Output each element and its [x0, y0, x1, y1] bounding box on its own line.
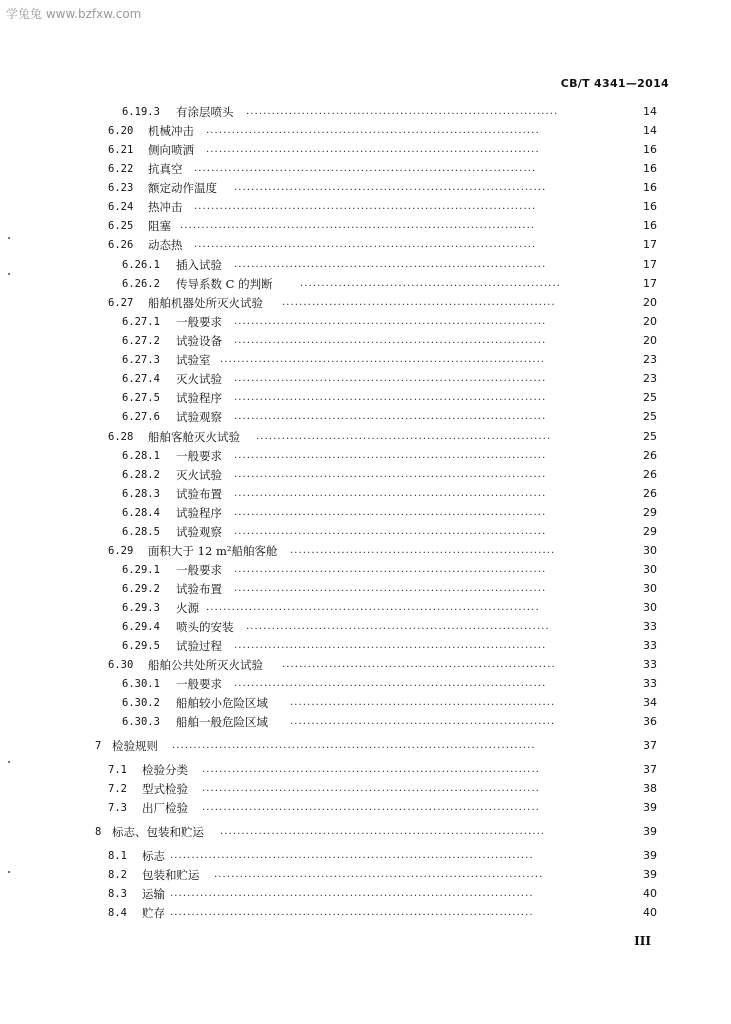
toc-entry-number: 6.26: [108, 239, 134, 251]
toc-entry-title: 船舶公共处所灭火试验: [148, 658, 263, 672]
toc-entry-title: 船舶机器处所灭火试验: [148, 296, 263, 310]
toc-entry-page: 33: [643, 620, 657, 633]
toc-entry-title: 灭火试验: [176, 372, 222, 386]
dot-leader: .........................................................................: [234, 526, 547, 537]
toc-entry-title: 机械冲击: [148, 124, 194, 138]
dot-leader: .....................................................................: [256, 431, 552, 442]
toc-entry[interactable]: [0, 389, 731, 407]
toc-entry-number: 6.28.5: [122, 526, 160, 538]
toc-entry-title: 灭火试验: [176, 468, 222, 482]
toc-entry-title: 运输: [142, 887, 165, 901]
toc-entry-page: 16: [643, 200, 657, 213]
toc-entry-title: 喷头的安装: [176, 620, 234, 634]
toc-entry-title: 试验观察: [176, 525, 222, 539]
toc-entry-page: 23: [643, 353, 657, 366]
toc-entry-page: 37: [643, 763, 657, 776]
toc-entry-page: 25: [643, 391, 657, 404]
dot-leader: .........................................................................: [234, 182, 547, 193]
toc-entry-title: 试验布置: [176, 582, 222, 596]
dot-leader: .........................................................................: [234, 392, 547, 403]
toc-entry-page: 39: [643, 801, 657, 814]
dot-leader: .........................................................................: [234, 564, 547, 575]
toc-entry-number: 6.28.1: [122, 450, 160, 462]
toc-entry-number: 6.28.2: [122, 469, 160, 481]
toc-entry-title: 热冲击: [148, 200, 183, 214]
toc-entry-title: 试验程序: [176, 506, 222, 520]
toc-entry-page: 17: [643, 277, 657, 290]
toc-entry[interactable]: [0, 198, 731, 216]
dot-leader: ...............................................................................: [202, 783, 541, 794]
toc-entry-number: 6.19.3: [122, 106, 160, 118]
toc-entry-page: 14: [643, 105, 657, 118]
toc-entry-number: 6.29: [108, 545, 134, 557]
toc-entry-title: 一般要求: [176, 449, 222, 463]
toc-entry-number: 7.1: [108, 764, 127, 776]
toc-entry[interactable]: [0, 656, 731, 674]
toc-entry-title: 船舶一般危险区域: [176, 715, 268, 729]
toc-entry-page: 26: [643, 487, 657, 500]
toc-entry-number: 6.27.4: [122, 373, 160, 385]
toc-entry[interactable]: [0, 904, 731, 922]
toc-entry-number: 6.29.1: [122, 564, 160, 576]
toc-entry-page: 39: [643, 849, 657, 862]
toc-entry[interactable]: [0, 637, 731, 655]
toc-entry-title: 有涂层喷头: [176, 105, 234, 119]
toc-entry-number: 6.26.1: [122, 259, 160, 271]
toc-entry[interactable]: [0, 332, 731, 350]
standard-code-header: CB/T 4341—2014: [560, 77, 669, 90]
scan-speck: [8, 273, 10, 275]
toc-entry-page: 25: [643, 430, 657, 443]
toc-entry-page: 38: [643, 782, 657, 795]
toc-entry[interactable]: [0, 847, 731, 865]
toc-entry-title: 试验过程: [176, 639, 222, 653]
toc-entry-page: 26: [643, 468, 657, 481]
toc-entry[interactable]: [0, 675, 731, 693]
toc-entry-title: 检验分类: [142, 763, 188, 777]
dot-leader: ...............................................................................: [202, 802, 541, 813]
dot-leader: .....................................................................................: [172, 740, 536, 751]
dot-leader: .........................................................................: [234, 678, 547, 689]
toc-entry-page: 20: [643, 334, 657, 347]
dot-leader: ............................................................................: [220, 354, 546, 365]
dot-leader: .........................................................................: [234, 507, 547, 518]
toc-entry-title: 试验布置: [176, 487, 222, 501]
toc-entry-number: 6.30.3: [122, 716, 160, 728]
toc-entry-page: 40: [643, 906, 657, 919]
toc-entry-title: 包装和贮运: [142, 868, 200, 882]
toc-entry-page: 20: [643, 315, 657, 328]
toc-entry-title: 插入试验: [176, 258, 222, 272]
dot-leader: ................................................................: [282, 297, 556, 308]
toc-entry[interactable]: [0, 122, 731, 140]
dot-leader: .........................................................................: [234, 259, 547, 270]
toc-entry-title: 传导系数 C 的判断: [176, 277, 273, 291]
dot-leader: .........................................................................: [234, 583, 547, 594]
toc-entry-title: 抗真空: [148, 162, 183, 176]
toc-entry-page: 33: [643, 639, 657, 652]
toc-entry[interactable]: [0, 823, 731, 841]
toc-entry-number: 6.27.3: [122, 354, 160, 366]
toc-entry-page: 16: [643, 181, 657, 194]
toc-entry[interactable]: [0, 504, 731, 522]
toc-entry[interactable]: [0, 428, 731, 446]
toc-entry-page: 29: [643, 525, 657, 538]
toc-entry[interactable]: [0, 408, 731, 426]
dot-leader: .........................................................................: [234, 335, 547, 346]
toc-entry-title: 标志、包装和贮运: [112, 825, 204, 839]
toc-entry-number: 7.2: [108, 783, 127, 795]
toc-entry-title: 标志: [142, 849, 165, 863]
toc-entry-page: 17: [643, 238, 657, 251]
dot-leader: ................................................................................: [194, 239, 537, 250]
toc-entry-page: 20: [643, 296, 657, 309]
toc-entry-number: 6.21: [108, 144, 134, 156]
toc-entry[interactable]: [0, 447, 731, 465]
toc-entry-number: 7.3: [108, 802, 127, 814]
toc-entry[interactable]: [0, 275, 731, 293]
toc-entry[interactable]: [0, 599, 731, 617]
dot-leader: .....................................................................................: [170, 907, 534, 918]
toc-entry-page: 36: [643, 715, 657, 728]
toc-entry-page: 26: [643, 449, 657, 462]
dot-leader: ................................................................: [282, 659, 556, 670]
dot-leader: .....................................................................................: [170, 850, 534, 861]
toc-entry-number: 8.4: [108, 907, 127, 919]
toc-entry[interactable]: [0, 580, 731, 598]
toc-entry-title: 检验规则: [112, 739, 158, 753]
dot-leader: ..............................................................................: [206, 125, 540, 136]
toc-entry-number: 8.2: [108, 869, 127, 881]
toc-entry-page: 33: [643, 677, 657, 690]
toc-entry-title: 船舶较小危险区域: [176, 696, 268, 710]
scan-speck: [8, 871, 10, 873]
toc-entry[interactable]: [0, 542, 731, 560]
toc-entry-page: 14: [643, 124, 657, 137]
toc-entry-number: 6.26.2: [122, 278, 160, 290]
toc-entry-number: 6.28: [108, 431, 134, 443]
toc-entry[interactable]: [0, 160, 731, 178]
dot-leader: .........................................................................: [234, 450, 547, 461]
toc-entry-number: 6.27.1: [122, 316, 160, 328]
toc-entry-number: 7: [95, 740, 102, 752]
toc-entry-title: 贮存: [142, 906, 165, 920]
toc-entry-title: 试验观察: [176, 410, 222, 424]
dot-leader: ..............................................................: [290, 716, 556, 727]
dot-leader: .......................................................................: [246, 621, 550, 632]
toc-entry-number: 6.27: [108, 297, 134, 309]
toc-entry-title: 一般要求: [176, 315, 222, 329]
toc-entry-title: 一般要求: [176, 563, 222, 577]
toc-entry-page: 16: [643, 219, 657, 232]
toc-entry-number: 6.28.3: [122, 488, 160, 500]
toc-entry-title: 试验设备: [176, 334, 222, 348]
toc-entry[interactable]: [0, 313, 731, 331]
toc-entry-title: 试验程序: [176, 391, 222, 405]
toc-entry[interactable]: [0, 485, 731, 503]
toc-entry-page: 25: [643, 410, 657, 423]
dot-leader: ..............................................................: [290, 697, 556, 708]
toc-entry[interactable]: [0, 217, 731, 235]
toc-entry[interactable]: [0, 370, 731, 388]
toc-entry-page: 30: [643, 563, 657, 576]
toc-entry-page: 39: [643, 825, 657, 838]
toc-entry[interactable]: [0, 103, 731, 121]
toc-entry-number: 6.28.4: [122, 507, 160, 519]
toc-entry-title: 面积大于 12 m²船舶客舱: [148, 544, 278, 558]
dot-leader: ................................................................................: [194, 163, 537, 174]
toc-entry-number: 6.30.1: [122, 678, 160, 690]
toc-entry-page: 33: [643, 658, 657, 671]
toc-entry[interactable]: [0, 737, 731, 755]
toc-entry-page: 30: [643, 601, 657, 614]
dot-leader: .........................................................................: [234, 488, 547, 499]
toc-entry-page: 40: [643, 887, 657, 900]
toc-entry-number: 6.29.2: [122, 583, 160, 595]
dot-leader: .............................................................................: [214, 869, 544, 880]
toc-entry[interactable]: [0, 466, 731, 484]
toc-entry-title: 船舶客舱灭火试验: [148, 430, 240, 444]
toc-entry[interactable]: [0, 713, 731, 731]
toc-entry[interactable]: [0, 866, 731, 884]
dot-leader: .............................................................: [300, 278, 562, 289]
toc-entry[interactable]: [0, 694, 731, 712]
toc-entry-number: 6.30: [108, 659, 134, 671]
toc-entry-page: 17: [643, 258, 657, 271]
dot-leader: ...................................................................................: [180, 220, 536, 231]
toc-entry-number: 6.29.5: [122, 640, 160, 652]
toc-entry-number: 6.22: [108, 163, 134, 175]
toc-entry[interactable]: [0, 780, 731, 798]
toc-entry-number: 6.27.6: [122, 411, 160, 423]
toc-entry[interactable]: [0, 294, 731, 312]
dot-leader: .........................................................................: [234, 411, 547, 422]
scan-speck: [8, 237, 10, 239]
toc-entry-page: 29: [643, 506, 657, 519]
toc-entry[interactable]: [0, 256, 731, 274]
toc-entry-number: 6.20: [108, 125, 134, 137]
toc-entry-page: 37: [643, 739, 657, 752]
toc-entry-page: 16: [643, 143, 657, 156]
toc-entry[interactable]: [0, 179, 731, 197]
toc-entry-title: 动态热: [148, 238, 183, 252]
dot-leader: ..............................................................................: [206, 144, 540, 155]
toc-entry[interactable]: [0, 885, 731, 903]
toc-entry-number: 8: [95, 826, 102, 838]
toc-entry[interactable]: [0, 618, 731, 636]
dot-leader: .........................................................................: [246, 106, 559, 117]
toc-entry[interactable]: [0, 561, 731, 579]
dot-leader: .....................................................................................: [170, 888, 534, 899]
toc-entry-number: 6.23: [108, 182, 134, 194]
toc-entry[interactable]: [0, 523, 731, 541]
toc-entry-page: 30: [643, 544, 657, 557]
toc-entry-number: 6.29.4: [122, 621, 160, 633]
toc-entry[interactable]: [0, 351, 731, 369]
dot-leader: .........................................................................: [234, 469, 547, 480]
dot-leader: .........................................................................: [234, 316, 547, 327]
toc-entry-number: 8.3: [108, 888, 127, 900]
toc-entry-title: 型式检验: [142, 782, 188, 796]
toc-entry-title: 一般要求: [176, 677, 222, 691]
dot-leader: ...............................................................................: [202, 764, 541, 775]
dot-leader: .........................................................................: [234, 640, 547, 651]
toc-entry[interactable]: [0, 799, 731, 817]
toc-entry-title: 出厂检验: [142, 801, 188, 815]
toc-entry-title: 火源: [176, 601, 199, 615]
dot-leader: .........................................................................: [234, 373, 547, 384]
watermark-text: 学兔兔 www.bzfxw.com: [6, 7, 142, 21]
toc-entry-page: 34: [643, 696, 657, 709]
footer-page-number: III: [634, 934, 651, 948]
scan-speck: [8, 761, 10, 763]
toc-entry[interactable]: [0, 236, 731, 254]
toc-entry[interactable]: [0, 141, 731, 159]
toc-entry-page: 23: [643, 372, 657, 385]
toc-entry-number: 6.25: [108, 220, 134, 232]
dot-leader: ................................................................................: [194, 201, 537, 212]
toc-entry-number: 6.27.2: [122, 335, 160, 347]
toc-entry-page: 30: [643, 582, 657, 595]
toc-entry-page: 16: [643, 162, 657, 175]
toc-entry-number: 6.29.3: [122, 602, 160, 614]
toc-entry-number: 8.1: [108, 850, 127, 862]
toc-entry-title: 试验室: [176, 353, 211, 367]
toc-entry-title: 额定动作温度: [148, 181, 217, 195]
toc-entry-number: 6.27.5: [122, 392, 160, 404]
toc-entry[interactable]: [0, 761, 731, 779]
toc-entry-number: 6.30.2: [122, 697, 160, 709]
toc-entry-title: 阻塞: [148, 219, 171, 233]
toc-entry-page: 39: [643, 868, 657, 881]
dot-leader: ............................................................................: [220, 826, 546, 837]
dot-leader: ..............................................................: [290, 545, 556, 556]
dot-leader: ..............................................................................: [206, 602, 540, 613]
toc-entry-title: 侧向喷洒: [148, 143, 194, 157]
toc-entry-number: 6.24: [108, 201, 134, 213]
